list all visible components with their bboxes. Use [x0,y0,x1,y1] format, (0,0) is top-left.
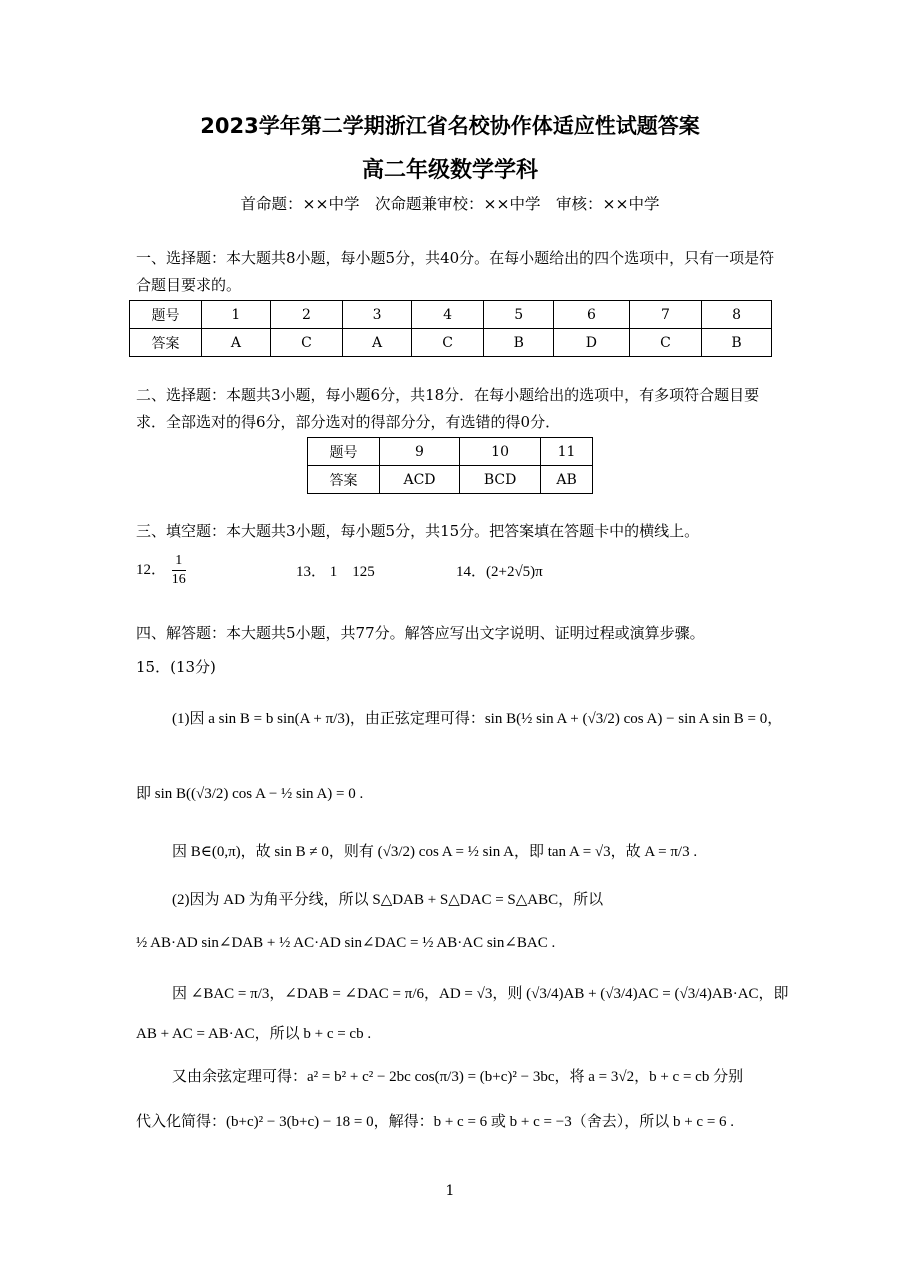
table-cell: 8 [702,301,772,329]
table-cell: D [554,329,630,357]
section1-answer-table [129,300,772,357]
q15-label: 15．(13分) [136,658,216,676]
section2-heading: 二、选择题：本题共3小题，每小题6分，共18分．在每小题给出的选项中，有多项符合题目要求．全部选对的得6分，部分选对的得部分分，有选错的得0分． [136,386,760,431]
table-cell: B [702,329,772,357]
table-cell: C [411,329,483,357]
section4-heading: 四、解答题：本大题共5小题，共77分。解答应写出文字说明、证明过程或演算步骤。 [136,624,705,642]
table-cell: 6 [554,301,630,329]
page-number: 1 [445,1183,455,1199]
solution-line: 即 sin B((√3/2) cos A − ½ sin A) = 0 . [136,786,364,802]
table-row [130,329,772,357]
table-cell: 答案 [308,466,380,494]
document-title: 2023学年第二学期浙江省名校协作体适应性试题答案 [200,114,700,138]
table-cell: C [629,329,701,357]
table-cell: 4 [411,301,483,329]
q12-denominator: 16 [171,572,186,587]
table-cell: 10 [460,438,541,466]
table-row [308,466,593,494]
solution-line: 因 B∈(0,π)，故 sin B ≠ 0，则有 (√3/2) cos A = ½ sin A，即 tan A = √3，故 A = π/3 . [172,844,698,860]
table-cell: 7 [629,301,701,329]
table-cell: 3 [343,301,412,329]
solution-line: 代入化简得：(b+c)² − 3(b+c) − 18 = 0，解得：b + c = 6 或 b + c = −3（舍去），所以 b + c = 6 . [136,1114,735,1130]
solution-line: 因 ∠BAC = π/3，∠DAB = ∠DAC = π/6，AD = √3，则 (√3/4)AB + (√3/4)AC = (√3/4)AB·AC，即 [172,986,789,1002]
section2-answer-table [307,437,593,494]
table-cell: 5 [484,301,554,329]
table-cell: 答案 [130,329,202,357]
solution-line: 又由余弦定理可得：a² = b² + c² − 2bc cos(π/3) = (b+c)² − 3bc，将 a = 3√2，b + c = cb 分别 [172,1069,744,1085]
table-cell: BCD [460,466,541,494]
q12-numerator: 1 [172,552,186,571]
table-cell: C [270,329,342,357]
table-cell: A [202,329,271,357]
q12-fraction [172,552,186,589]
document-subtitle: 高二年级数学学科 [361,158,538,183]
solution-line: AB + AC = AB·AC，所以 b + c = cb . [136,1026,372,1042]
table-row [130,301,772,329]
answer-q14: 14．(2+2√5)π [456,564,543,580]
table-cell: 11 [541,438,593,466]
table-cell: B [484,329,554,357]
section1-heading: 一、选择题：本大题共8小题，每小题5分，共40分。在每小题给出的四个选项中，只有一项是符合题目要求的。 [136,249,775,294]
table-cell: 9 [380,438,460,466]
table-cell: 1 [202,301,271,329]
solution-line: (1)因 a sin B = b sin(A + π/3)，由正弦定理可得：sin B(½ sin A + (√3/2) cos A) − sin A sin B = 0， [172,711,783,727]
document-authors: 首命题：××中学 次命题兼审校：××中学 审核：××中学 [240,195,660,213]
answer-q13: 13． 1 125 [296,564,375,580]
table-cell: AB [541,466,593,494]
section3-heading: 三、填空题：本大题共3小题，每小题5分，共15分。把答案填在答题卡中的横线上。 [136,522,700,540]
table-cell: 2 [270,301,342,329]
table-cell: ACD [380,466,460,494]
table-cell: 题号 [130,301,202,329]
q12-label: 12． [136,561,167,578]
table-row [308,438,593,466]
table-cell: 题号 [308,438,380,466]
solution-line: ½ AB·AD sin∠DAB + ½ AC·AD sin∠DAC = ½ AB·AC sin∠BAC . [136,935,556,951]
solution-line: (2)因为 AD 为角平分线，所以 S△DAB + S△DAC = S△ABC，所以 [172,892,604,908]
answer-q12 [136,552,188,589]
table-cell: A [343,329,412,357]
